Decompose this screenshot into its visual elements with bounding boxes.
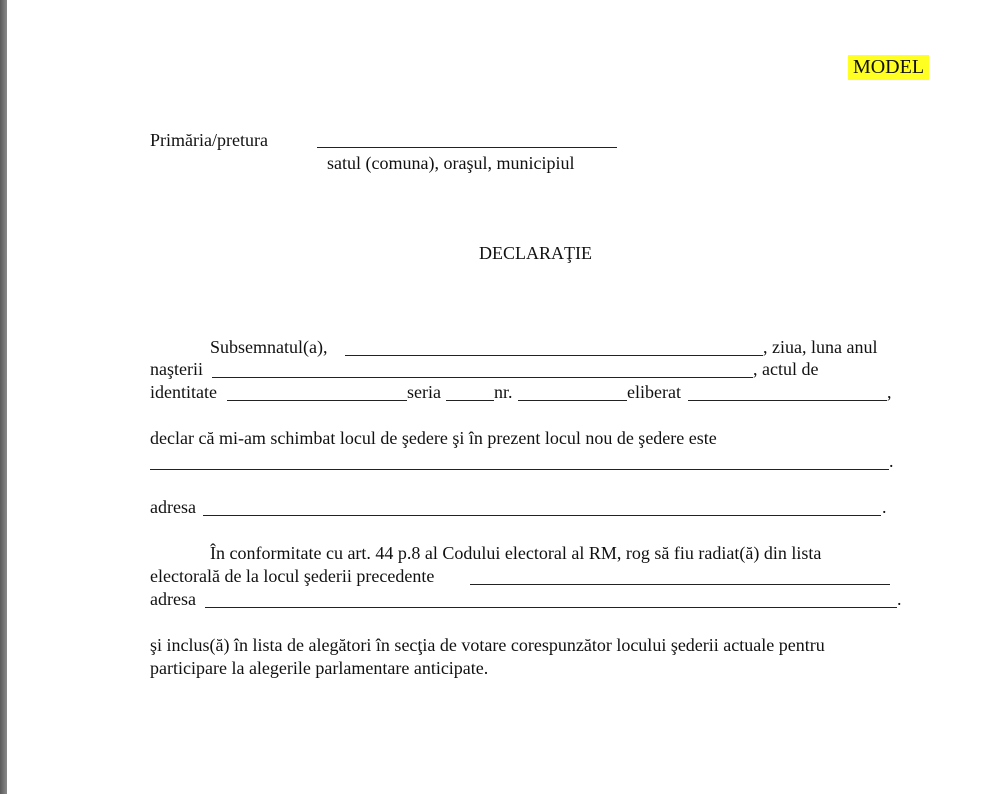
eliberat-label: eliberat: [627, 382, 681, 402]
period-mark: .: [882, 497, 887, 517]
birth-date-blank[interactable]: [212, 377, 753, 378]
eliberat-blank[interactable]: [688, 400, 887, 401]
inclusion-text-line1: şi inclus(ă) în lista de alegători în secţia de votare corespunzător locului şederii actuale pentru: [150, 635, 825, 655]
birth-date-label: , ziua, luna anul: [763, 337, 878, 357]
id-document-blank[interactable]: [227, 400, 407, 401]
nr-blank[interactable]: [518, 400, 627, 401]
subsemnatul-label: Subsemnatul(a),: [210, 337, 328, 357]
previous-residence-blank[interactable]: [470, 584, 890, 585]
period-mark: .: [889, 451, 894, 471]
period-mark: .: [897, 589, 902, 609]
seria-blank[interactable]: [446, 400, 494, 401]
model-badge: MODEL: [848, 55, 929, 80]
identitate-label: identitate: [150, 382, 217, 402]
conformity-text-line2: electorală de la locul şederii precedente: [150, 566, 435, 586]
primaria-label: Primăria/pretura: [150, 130, 268, 150]
locality-blank[interactable]: [317, 147, 617, 148]
new-residence-statement: declar că mi-am schimbat locul de şedere şi în prezent locul nou de şedere este: [150, 428, 717, 448]
comma-mark: ,: [887, 382, 892, 402]
left-window-edge: [0, 0, 7, 794]
name-blank[interactable]: [345, 355, 763, 356]
previous-address-blank[interactable]: [205, 607, 897, 608]
new-residence-blank[interactable]: [150, 469, 889, 470]
new-address-blank[interactable]: [203, 515, 881, 516]
nasterii-label: naşterii: [150, 359, 203, 379]
previous-adresa-label: adresa: [150, 589, 196, 609]
nr-label: nr.: [494, 382, 513, 402]
seria-label: seria: [407, 382, 441, 402]
locality-caption: satul (comuna), oraşul, municipiul: [327, 153, 575, 173]
document-title: DECLARAŢIE: [479, 243, 592, 263]
conformity-text-line1: În conformitate cu art. 44 p.8 al Codului electoral al RM, rog să fiu radiat(ă) din lista: [210, 543, 822, 563]
inclusion-text-line2: participare la alegerile parlamentare anticipate.: [150, 658, 489, 678]
actul-de-label: , actul de: [753, 359, 819, 379]
adresa-label: adresa: [150, 497, 196, 517]
